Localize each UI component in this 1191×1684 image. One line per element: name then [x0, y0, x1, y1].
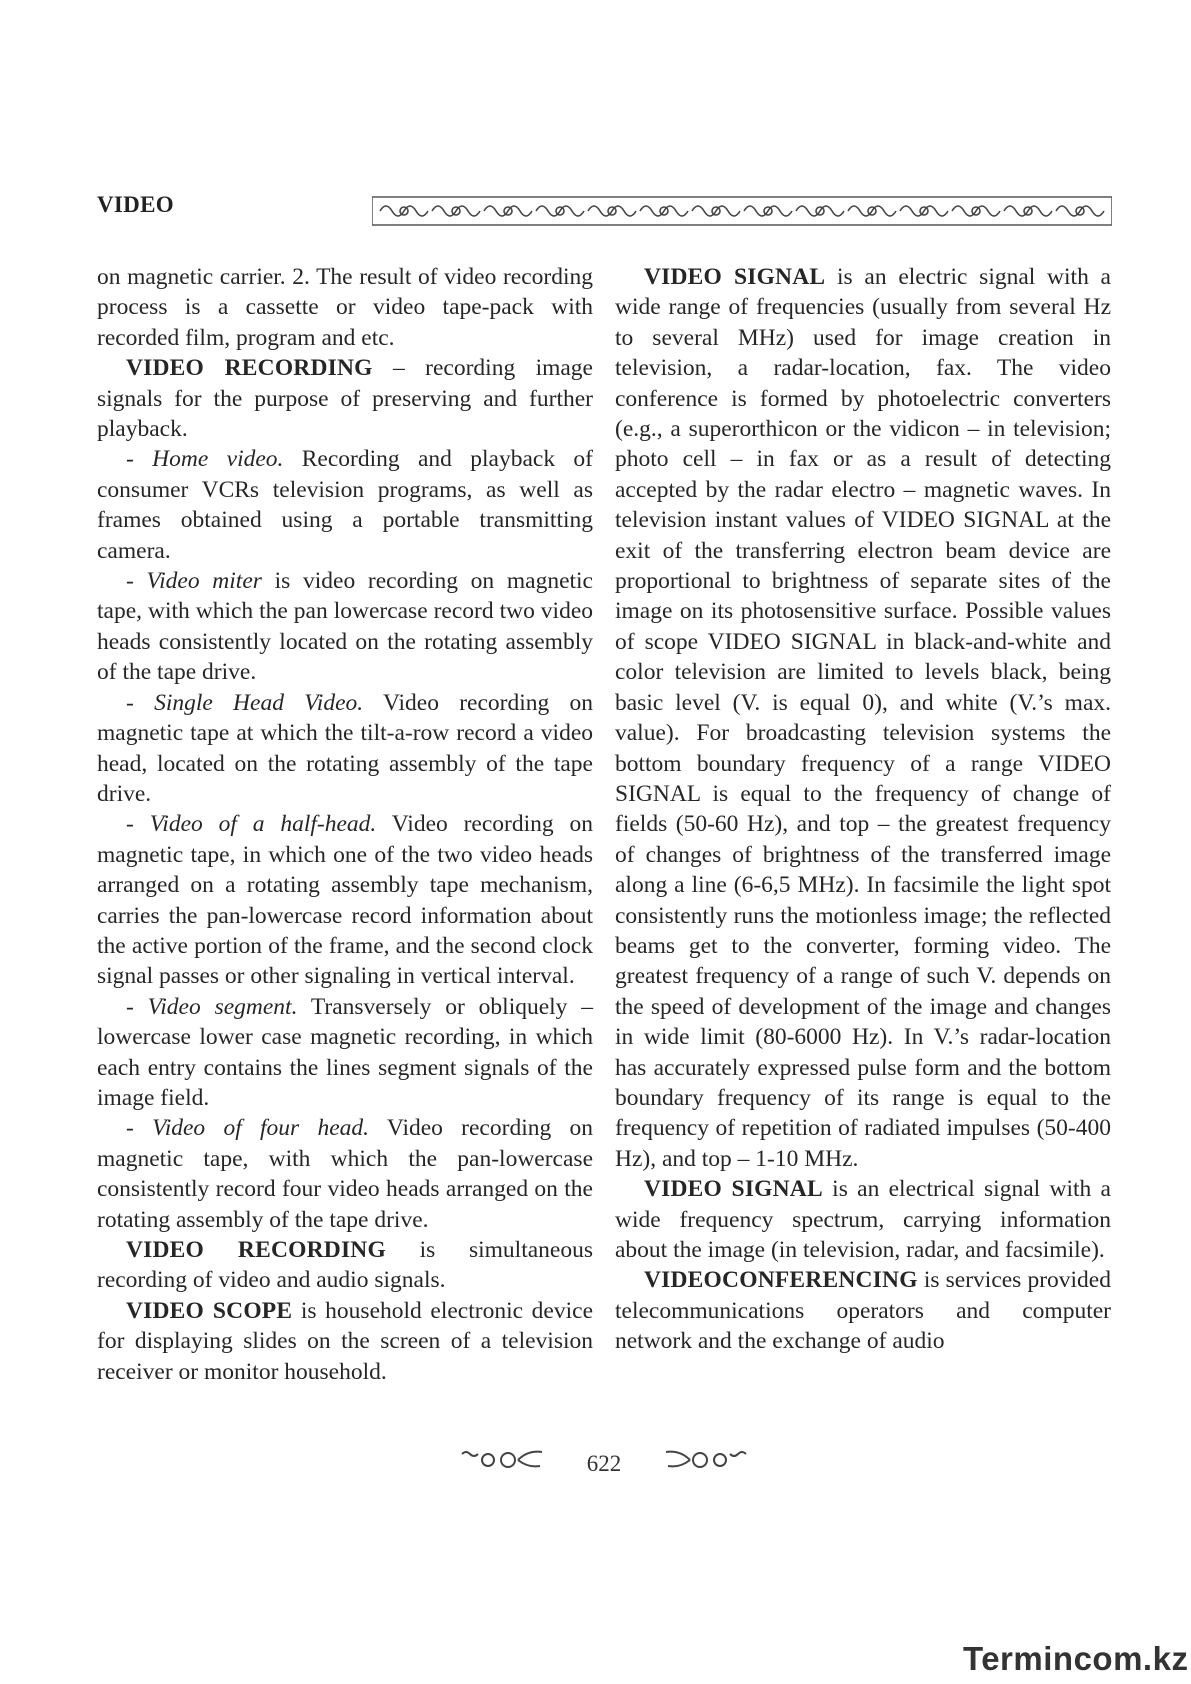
subentry-video-half-head: - Video of a half-head. Video recording on magnetic tape, in which one of the two video heads arranged on a rotating assembly tape mechanism, carries the pan-lowercase record information about the active portion of the frame, and the second clock signal passes or other signaling in vertical interval.: [97, 811, 593, 990]
running-head-title: VIDEO: [97, 192, 174, 217]
entry-term: VIDEO RECORDING: [126, 1237, 386, 1263]
subentry-video-segment: - Video segment. Transversely or obliquely – lowercase lower case magnetic recording, in which each entry contains the lines segment signals of the image field.: [97, 993, 594, 1111]
entry-video-recording-2: VIDEO RECORDING is simultaneous recording of video and audio signals.: [97, 1237, 593, 1294]
right-column: [615, 262, 1111, 1357]
entry-term: VIDEO SIGNAL: [644, 264, 826, 290]
entry-term: VIDEO RECORDING: [126, 355, 373, 382]
subentry-video-four-head: - Video of four head. Video recording on magnetic tape, with which the pan-lowercase consistently record four video heads arranged on the rotating assembly of the tape drive.: [97, 1115, 593, 1233]
entry-video-signal-2: VIDEO SIGNAL is an electrical signal with a wide frequency spectrum, carrying information about the image (in television, radar, and facsimile).: [615, 1176, 1111, 1263]
subentry-single-head-video: - Single Head Video. Video recording on magnetic tape at which the tilt-a-row record a video head, located on the rotating assembly of the tape drive.: [97, 689, 594, 807]
watermark-text: Termincom.kz: [963, 1640, 1189, 1677]
site-watermark: [963, 1640, 1189, 1680]
header-ornament-band: [372, 194, 1112, 228]
footer-ornament-right-icon: [660, 1446, 750, 1474]
subentry-term: Video miter: [146, 568, 262, 595]
entry-video-signal: VIDEO SIGNAL is an electric signal with a wide range of frequencies (usually from several Hz to several MHz) used for image creation in television, a radar-location, fax. The video conference is formed by photoelectric converters (e.g., a superorthicon or the vidicon – in television; photo cell – in fax or as a result of detecting accepted by the radar electro – magnetic waves. In television instant values of VIDEO SIGNAL at the exit of the transferring electron beam device are proportional to brightness of separate sites of the image on its photosensitive surface. Possible values of scope VIDEO SIGNAL in black-and-white and color television are limited to levels black, being basic level (V. is equal 0), and white (V.’s max. value). For broadcasting television systems the bottom boundary frequency of a range VIDEO SIGNAL is equal to the frequency of change of fields (50-60 Hz), and top – the greatest frequency of changes of brightness of the transferred image along a line (6-6,5 MHz). In facsimile the light spot consistently runs the motionless image; the reflected beams get to the converter, forming video. The greatest frequency of a range of such V. depends on the speed of development of the image and changes in wide limit (80-6000 Hz). In V.’s radar-location has accurately expressed pulse form and the bottom boundary frequency of its range is equal to the frequency of repetition of radiated impulses (50-400 Hz), and top – 1-10 MHz.: [615, 264, 1111, 1172]
entry-continuation: on magnetic carrier. 2. The result of video recording process is a cassette or video tape-pack with recorded film, program and etc.: [97, 264, 593, 351]
subentry-term: Video of a half-head.: [149, 811, 377, 838]
page-footer: [0, 1440, 1191, 1480]
entry-term: VIDEO SCOPE: [126, 1297, 293, 1324]
page-number: 622: [586, 1451, 622, 1476]
subentry-home-video: - Home video. Recording and playback of consumer VCRs television programs, as well as frames obtained using a portable transmitting camera.: [97, 446, 593, 564]
subentry-term: Single Head Video.: [154, 689, 364, 716]
entry-video-recording: VIDEO RECORDING – recording image signals for the purpose of preserving and further playback.: [97, 355, 593, 443]
subentry-video-miter: - Video miter is video recording on magnetic tape, with which the pan lowercase record two video heads consistently located on the rotating assembly of the tape drive.: [97, 568, 593, 686]
entry-term: VIDEOCONFERENCING: [644, 1267, 918, 1294]
subentry-term: Home video.: [152, 446, 284, 473]
entry-videoconferencing: VIDEOCONFERENCING is services provided telecommunications operators and computer network and the exchange of audio: [615, 1267, 1111, 1355]
entry-term: VIDEO SIGNAL: [644, 1176, 823, 1203]
footer-ornament-left-icon: [458, 1446, 548, 1474]
subentry-term: Video segment.: [147, 993, 298, 1020]
entry-video-scope: VIDEO SCOPE is household electronic device for displaying slides on the screen of a television receiver or monitor household.: [97, 1297, 594, 1385]
left-column: [97, 262, 593, 1387]
subentry-term: Video of four head.: [152, 1115, 370, 1142]
